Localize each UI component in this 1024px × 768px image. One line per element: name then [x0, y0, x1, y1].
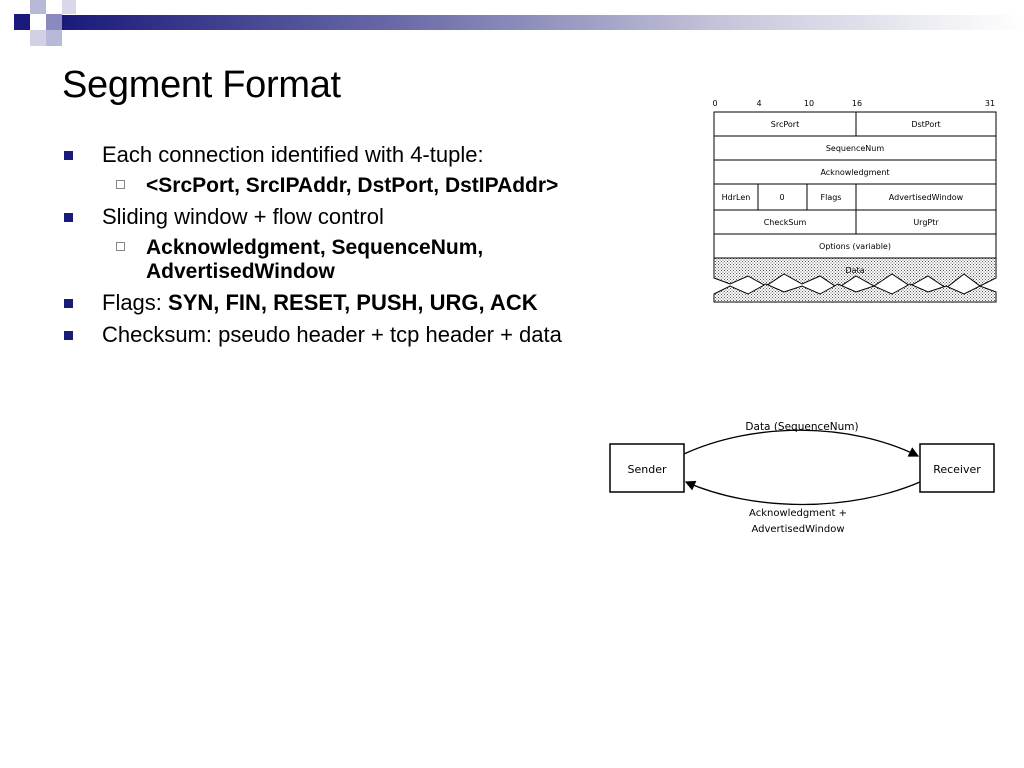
bullet-text: Each connection identified with 4-tuple:	[102, 142, 484, 167]
row-checksum	[714, 210, 996, 234]
bullet-item	[62, 204, 682, 230]
data-arrow	[684, 430, 918, 456]
field-zero: 0	[779, 193, 785, 202]
bit-label: 31	[984, 99, 996, 108]
ack-label-line2: AdvertisedWindow	[751, 524, 845, 535]
bullet-square-icon	[64, 299, 73, 308]
bullet-text: Sliding window + flow control	[102, 204, 384, 229]
field-urg-ptr: UrgPtr	[913, 218, 939, 227]
bit-label: 16	[851, 99, 863, 108]
header-decoration	[0, 0, 1024, 60]
field-dst-port: DstPort	[911, 120, 941, 129]
bullet-square-icon	[64, 151, 73, 160]
flow-control-diagram	[604, 412, 1000, 542]
field-data: Data	[845, 266, 865, 275]
row-ports	[714, 112, 996, 136]
ack-label-line1: Acknowledgment +	[749, 508, 847, 519]
decor-square	[30, 30, 46, 46]
bit-label: 0	[712, 99, 718, 108]
ack-arrow	[686, 482, 920, 505]
field-sequence-num: SequenceNum	[825, 144, 885, 153]
bullet-text: Checksum: pseudo header + tcp header + data	[102, 322, 562, 347]
field-acknowledgment: Acknowledgment	[820, 168, 890, 177]
field-checksum: CheckSum	[763, 218, 807, 227]
bullet-list	[62, 142, 682, 354]
sub-bullet-text: Acknowledgment, SequenceNum, AdvertisedWindow	[146, 236, 484, 283]
sub-bullet-item	[62, 174, 682, 198]
slide-title: Segment Format	[62, 64, 341, 106]
decor-square	[62, 0, 76, 14]
field-advertised-window: AdvertisedWindow	[888, 193, 964, 202]
bit-label: 10	[803, 99, 815, 108]
decor-square	[14, 14, 30, 30]
bullet-item	[62, 142, 682, 168]
segment-format-diagram	[706, 96, 1002, 308]
sub-bullet-square-icon	[116, 242, 125, 251]
sender-label: Sender	[627, 463, 667, 476]
decor-square	[46, 14, 62, 30]
decor-square	[30, 0, 46, 14]
bullet-bold-text: SYN, FIN, RESET, PUSH, URG, ACK	[168, 290, 538, 315]
receiver-label: Receiver	[933, 463, 981, 476]
field-hdr-len: HdrLen	[721, 193, 751, 202]
data-seqnum-label: Data (SequenceNum)	[745, 421, 859, 433]
sub-bullet-text: <SrcPort, SrcIPAddr, DstPort, DstIPAddr>	[146, 174, 559, 197]
data-area-bottom	[714, 284, 996, 302]
bullet-item	[62, 290, 682, 316]
decor-square	[46, 30, 62, 46]
title-bar-gradient	[62, 15, 1024, 30]
field-options: Options (variable)	[819, 242, 891, 251]
bullet-square-icon	[64, 331, 73, 340]
bullet-item	[62, 322, 682, 348]
field-src-port: SrcPort	[770, 120, 800, 129]
bullet-square-icon	[64, 213, 73, 222]
sub-bullet-item	[62, 236, 586, 284]
sub-bullet-square-icon	[116, 180, 125, 189]
field-flags: Flags	[820, 193, 842, 202]
bit-label: 4	[756, 99, 762, 108]
bullet-text: Flags:	[102, 290, 169, 315]
